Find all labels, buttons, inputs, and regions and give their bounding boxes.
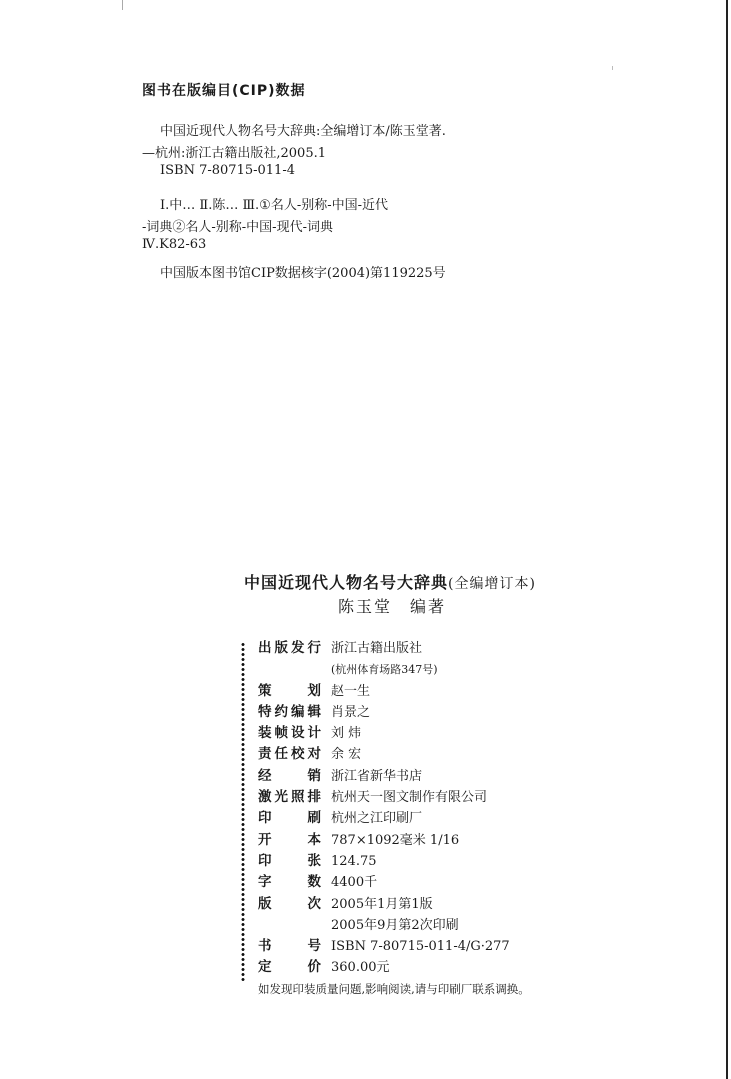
imprint-label: 策 划 [258, 682, 321, 699]
cip-title-line: 中国近现代人物名号大辞典:全编增订本/陈玉堂著. [160, 124, 446, 139]
author-name: 陈玉堂 [338, 597, 393, 616]
decorative-star-border [239, 642, 247, 982]
imprint-table [258, 638, 718, 1000]
imprint-row [258, 808, 718, 829]
page-right-border [726, 0, 728, 1079]
imprint-row [258, 830, 718, 851]
imprint-row [258, 915, 718, 936]
imprint-row [258, 638, 718, 659]
imprint-value: 2005年1月第1版 [331, 896, 433, 912]
imprint-label: 激 光 照 排 [258, 789, 321, 806]
imprint-value: 浙江省新华书店 [331, 768, 423, 784]
imprint-row [258, 894, 718, 915]
imprint-value: 2005年9月第2次印刷 [331, 917, 459, 933]
imprint-value: 刘 炜 [331, 726, 362, 742]
book-title [244, 570, 536, 593]
imprint-label: 装 帧 设 计 [258, 725, 321, 742]
imprint-row [258, 957, 718, 978]
imprint-value: 余 宏 [331, 747, 362, 763]
imprint-value: 赵一生 [331, 683, 371, 699]
imprint-label: 定 价 [258, 959, 321, 976]
cip-heading: 图书在版编目(CIP)数据 [142, 83, 306, 99]
cip-classification-line: Ⅳ.K82-63 [142, 237, 207, 252]
imprint-value: (杭州体育场路347号) [331, 663, 438, 677]
page-margin-mark [612, 66, 613, 70]
page-edge-mark [122, 0, 123, 10]
imprint-row [258, 872, 718, 893]
imprint-value: 360.00元 [331, 960, 390, 976]
imprint-row [258, 936, 718, 957]
imprint-label: 特 约 编 辑 [258, 703, 321, 720]
imprint-row [258, 744, 718, 765]
imprint-row [258, 723, 718, 744]
imprint-row [258, 659, 718, 680]
imprint-value: 杭州天一图文制作有限公司 [331, 790, 488, 806]
author-role: 编著 [410, 597, 447, 616]
book-title-subtitle: (全编增订本) [448, 576, 536, 592]
cip-subject-line-2: -词典②名人-别称-中国-现代-词典 [142, 220, 333, 235]
imprint-label: 经 销 [258, 767, 321, 784]
imprint-value: ISBN 7-80715-011-4/G·277 [331, 939, 510, 955]
imprint-value: 124.75 [331, 853, 377, 869]
cip-record-number-line: 中国版本图书馆CIP数据核字(2004)第119225号 [160, 266, 446, 281]
imprint-label: 印 刷 [258, 810, 321, 827]
imprint-label: 印 张 [258, 852, 321, 869]
imprint-row [258, 851, 718, 872]
imprint-value: 787×1092毫米 1/16 [331, 832, 460, 848]
book-title-main: 中国近现代人物名号大辞典 [244, 573, 449, 592]
imprint-row [258, 787, 718, 808]
imprint-row [258, 766, 718, 787]
imprint-label: 书 号 [258, 938, 321, 955]
imprint-label: 责 任 校 对 [258, 746, 321, 763]
imprint-label: 开 本 [258, 831, 321, 848]
cip-publisher-line: —杭州:浙江古籍出版社,2005.1 [142, 146, 326, 161]
imprint-label: 版 次 [258, 895, 321, 912]
imprint-value: 杭州之江印刷厂 [331, 811, 423, 827]
quality-notice: 如发现印装质量问题,影响阅读,请与印刷厂联系调换。 [258, 981, 530, 996]
book-author [338, 594, 446, 617]
imprint-value: 浙江古籍出版社 [331, 641, 423, 656]
cip-subject-line-1: Ⅰ.中… Ⅱ.陈… Ⅲ.①名人-别称-中国-近代 [160, 198, 389, 213]
imprint-label: 出 版 发 行 [258, 640, 321, 656]
imprint-row [258, 702, 718, 723]
cip-isbn-line: ISBN 7-80715-011-4 [160, 163, 295, 178]
imprint-row [258, 979, 718, 1000]
imprint-label: 字 数 [258, 874, 321, 891]
imprint-value: 4400千 [331, 875, 378, 891]
imprint-value: 肖景之 [331, 704, 371, 720]
imprint-row [258, 681, 718, 702]
